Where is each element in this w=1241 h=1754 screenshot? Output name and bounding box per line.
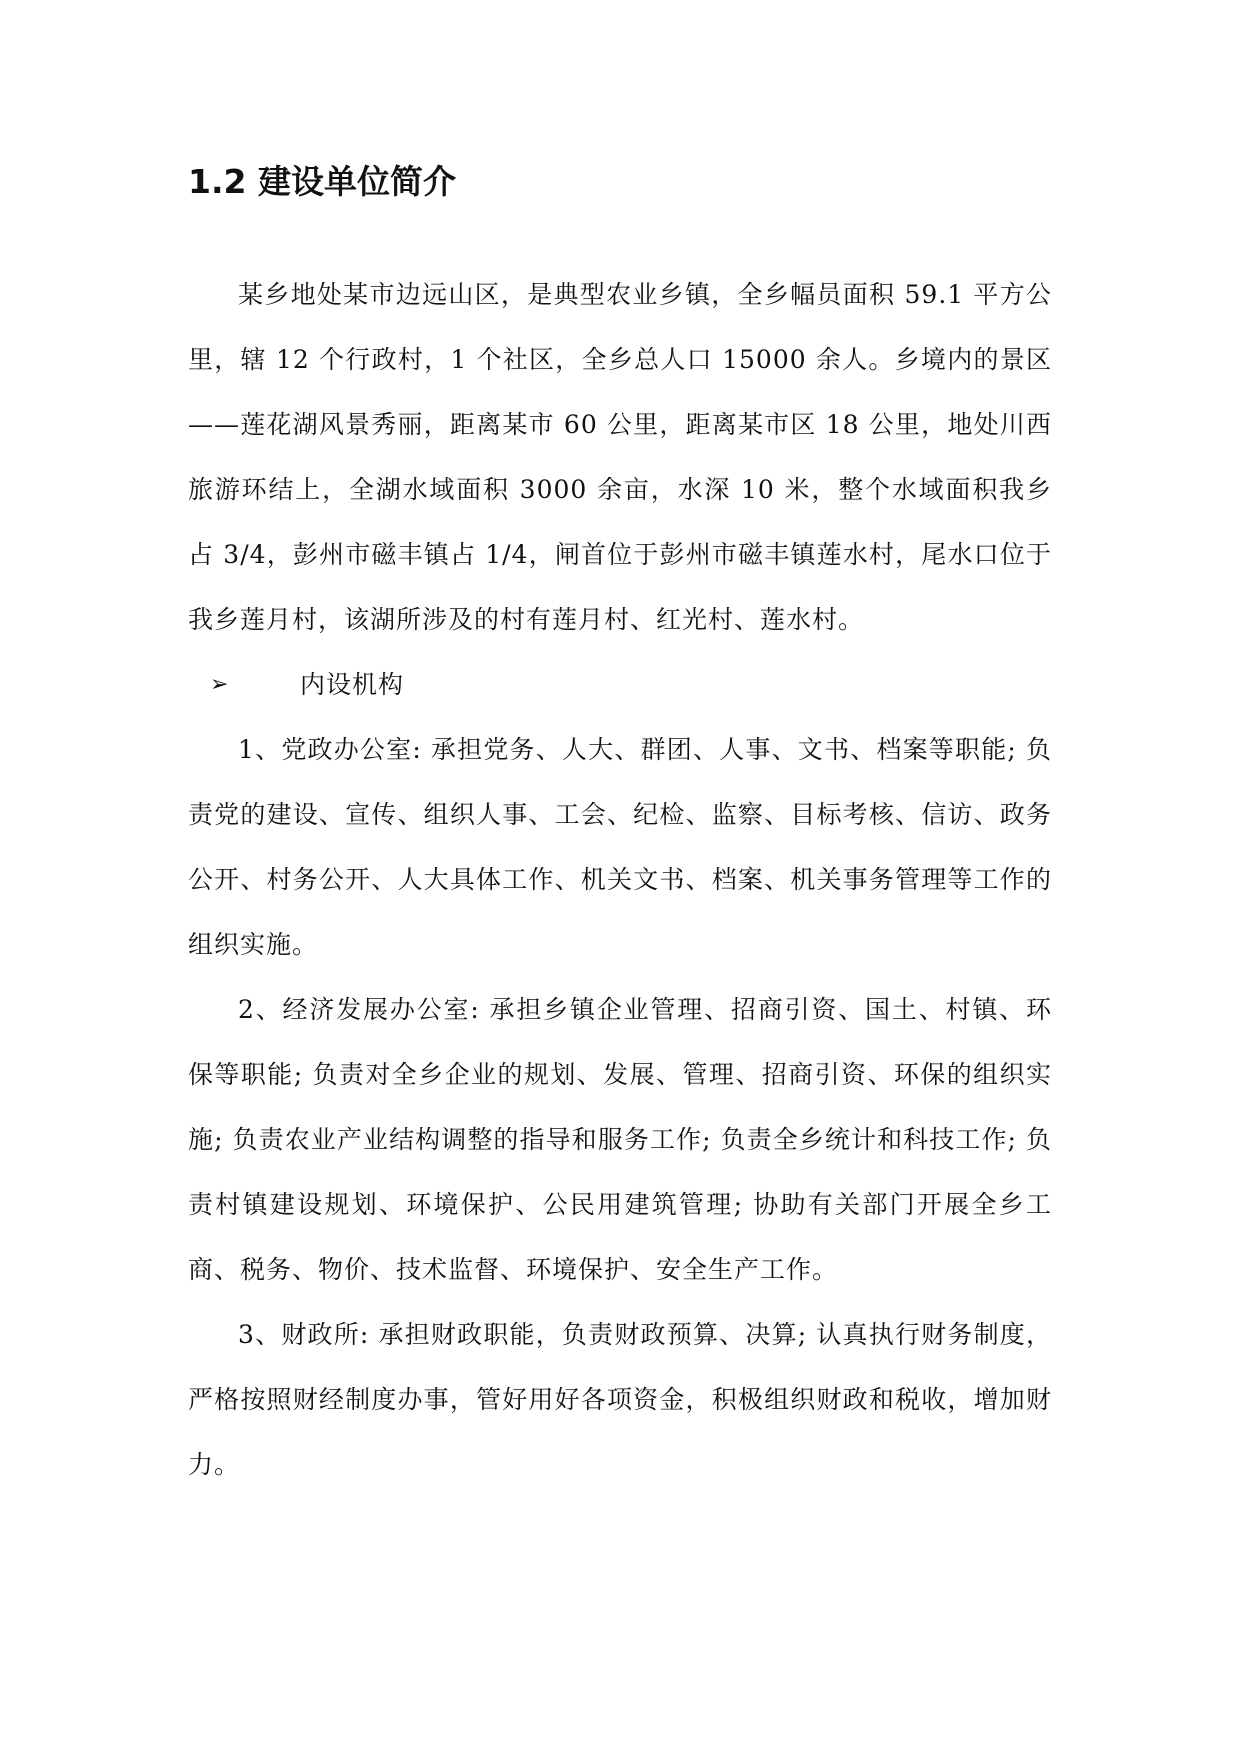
section-heading: 1.2 建设单位简介 xyxy=(188,162,456,201)
intro-paragraph: 某乡地处某市边远山区，是典型农业乡镇，全乡幅员面积 59.1 平方公里，辖 12 个行政村，1 个社区，全乡总人口 15000 余人。乡境内的景区——莲花湖风景秀丽，距离某市 60 公里，距离某市区 18 公里，地处川西旅游环结上，全湖水域面积 3000 余亩，水深 10 米，整个水域面积我乡占 3/4，彭州市磁丰镇占 1/4，闸首位于彭州市磁丰镇莲水村，尾水口位于我乡莲月村，该湖所涉及的村有莲月村、红光村、莲水村。 xyxy=(188,280,1052,634)
section-body xyxy=(188,262,1052,1497)
bullet-label: 内设机构 xyxy=(300,670,405,699)
item-party-office: 1、党政办公室: 承担党务、人大、群团、人事、文书、档案等职能; 负责党的建设、宣传、组织人事、工会、纪检、监察、目标考核、信访、政务公开、村务公开、人大具体工作、机关文书、档案、机关事务管理等工作的组织实施。 xyxy=(188,735,1052,959)
bullet-item xyxy=(188,652,1052,717)
arrow-bullet-icon: ➢ xyxy=(210,672,230,697)
item-economic-office: 2、经济发展办公室: 承担乡镇企业管理、招商引资、国土、村镇、环保等职能; 负责对全乡企业的规划、发展、管理、招商引资、环保的组织实施; 负责农业产业结构调整的指导和服务工作; 负责全乡统计和科技工作; 负责村镇建设规划、环境保护、公民用建筑管理; 协助有关部门开展全乡工商、税务、物价、技术监督、环境保护、安全生产工作。 xyxy=(188,995,1052,1284)
item-finance-office: 3、财政所: 承担财政职能，负责财政预算、决算; 认真执行财务制度，严格按照财经制度办事，管好用好各项资金，积极组织财政和税收，增加财力。 xyxy=(188,1320,1052,1479)
